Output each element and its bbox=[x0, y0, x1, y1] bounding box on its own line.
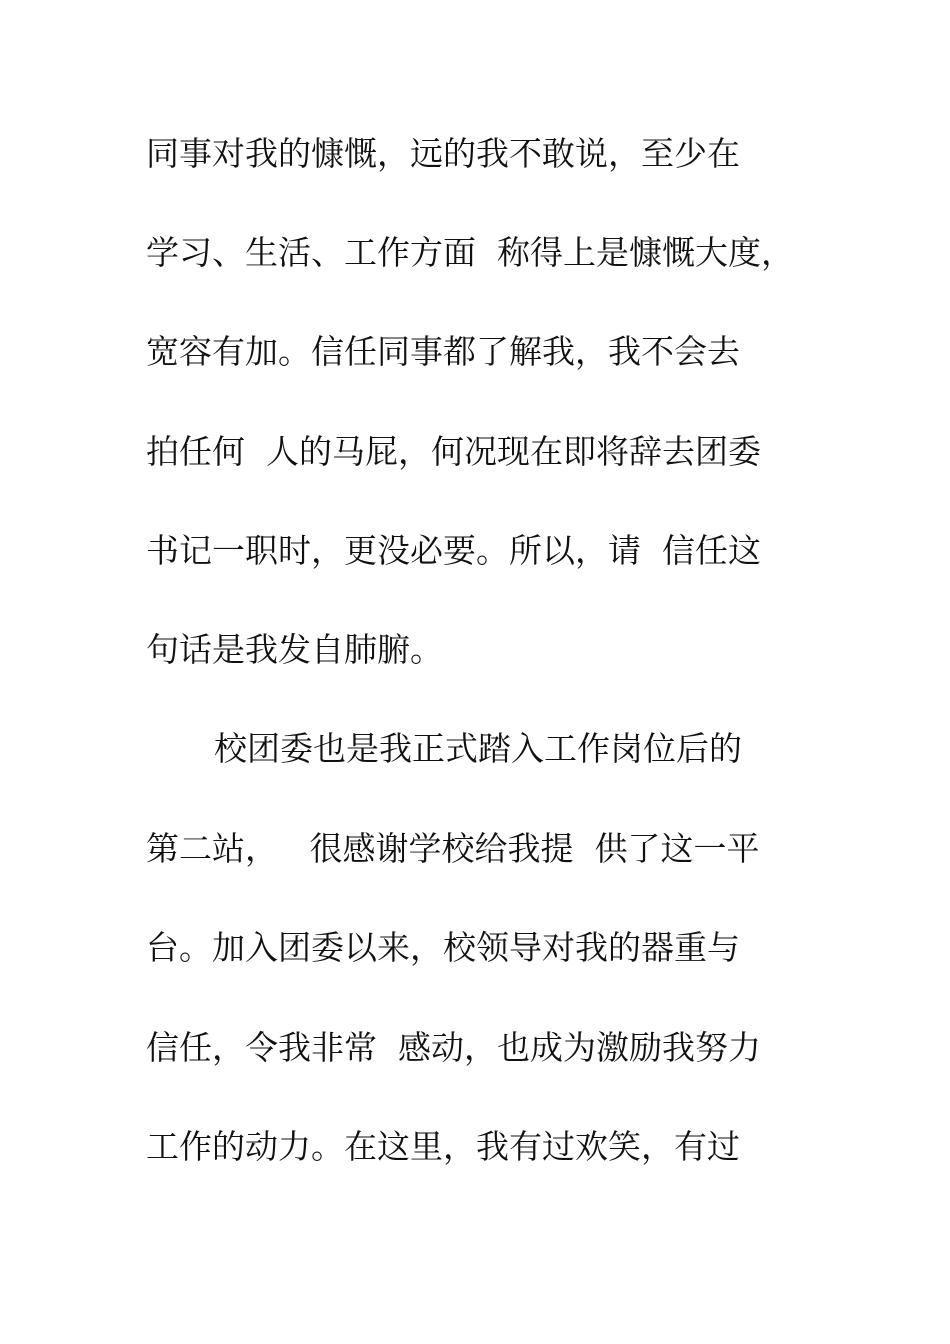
text-line-6: 句话是我发自肺腑。 bbox=[146, 630, 443, 669]
text-line-4: 拍任何 人的马屁，何况现在即将辞去团委 bbox=[146, 432, 761, 471]
text-line-5: 书记一职时，更没必要。所以，请 信任这 bbox=[146, 531, 761, 570]
text-line-9: 台。加入团委以来，校领导对我的器重与 bbox=[146, 928, 740, 967]
text-line-8: 第二站， 很感谢学校给我提 供了这一平 bbox=[146, 829, 760, 868]
text-line-11: 工作的动力。在这里，我有过欢笑，有过 bbox=[146, 1127, 740, 1166]
text-line-1: 同事对我的慷慨，远的我不敢说，至少在 bbox=[146, 134, 740, 173]
text-line-10: 信任，令我非常 感动，也成为激励我努力 bbox=[146, 1028, 761, 1067]
text-line-3: 宽容有加。信任同事都了解我，我不会去 bbox=[146, 332, 740, 371]
text-line-2: 学习、生活、工作方面 称得上是慷慨大度， bbox=[146, 233, 794, 272]
text-line-7-paragraph-start: 校团委也是我正式踏入工作岗位后的 bbox=[214, 729, 742, 768]
